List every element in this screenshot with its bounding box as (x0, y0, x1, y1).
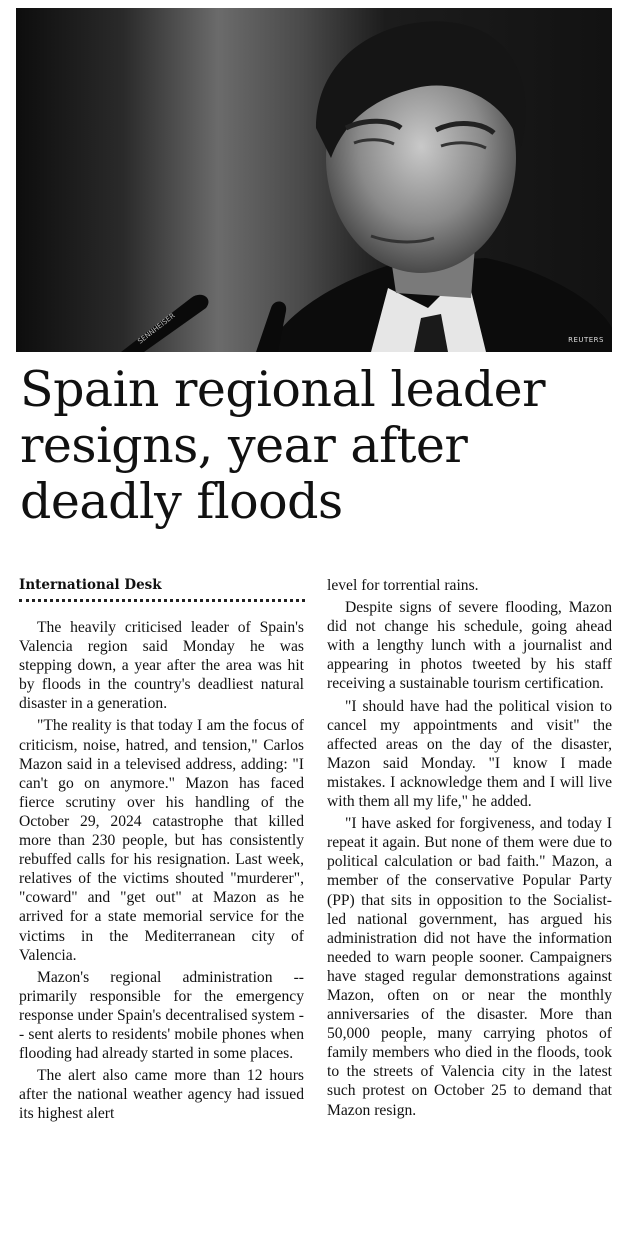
paragraph: "I have asked for forgiveness, and today I repeat it again. But none of them were due to political calculation or bad faith." Mazon, a member of the conservative Popular Party (PP) that sits in opposition to the Socialist-led national government, has argued his administration did not have the information needed to warn people sooner. Campaigners have staged regular demonstrations against Mazon, often on or near the monthly anniversaries of the disaster. More than 50,000 people, many carrying photos of family members who died in the floods, took to the streets of Valencia city in the latest such protest on October 25 to demand that Mazon resign. (327, 815, 612, 1119)
article-photo (16, 8, 612, 352)
article-column-right (327, 576, 612, 1123)
headline: Spain regional leader resigns, year after deadly floods (20, 361, 546, 530)
paragraph: The alert also came more than 12 hours after the national weather agency had issued its highest alert (19, 1067, 304, 1123)
byline-divider (19, 599, 305, 602)
article-column-left (19, 576, 304, 1126)
microphone-brand: SENNHEISER (136, 311, 177, 346)
paragraph: "The reality is that today I am the focus of criticism, noise, hatred, and tension," Carlos Mazon said in a televised address, adding: "I can't go on anymore." Mazon has faced fierce scrutiny over his handling of the October 29, 2024 catastrophe that killed more than 230 people, but has consistently rebuffed calls for his resignation. Last week, relatives of the victims shouted "murderer", "coward" and "get out" at Mazon as he arrived for a state memorial service for the victims in the Mediterranean city of Valencia. (19, 717, 304, 964)
paragraph: The heavily criticised leader of Spain's Valencia region said Monday he was stepping down, a year after the area was hit by floods in the country's deadliest natural disaster in a generation. (19, 619, 304, 713)
paragraph-continued: level for torrential rains. (327, 577, 479, 594)
photo-credit: REUTERS (568, 336, 604, 344)
paragraph: Despite signs of severe flooding, Mazon did not change his schedule, going ahead with a lengthy lunch with a journalist and appearing in photos tweeted by his staff receiving a sustainable tourism certification. (327, 599, 612, 693)
paragraph: "I should have had the political vision to cancel my appointments and visit" the affected areas on the day of the disaster, Mazon said Monday. "I know I made mistakes. I acknowledge them and I will live with them all my life," he added. (327, 697, 612, 811)
portrait-illustration (16, 8, 612, 352)
paragraph: Mazon's regional administration -- primarily responsible for the emergency response under Spain's decentralised system -- sent alerts to residents' mobile phones when flooding had already started in some places. (19, 968, 304, 1063)
byline: International Desk (19, 577, 162, 593)
